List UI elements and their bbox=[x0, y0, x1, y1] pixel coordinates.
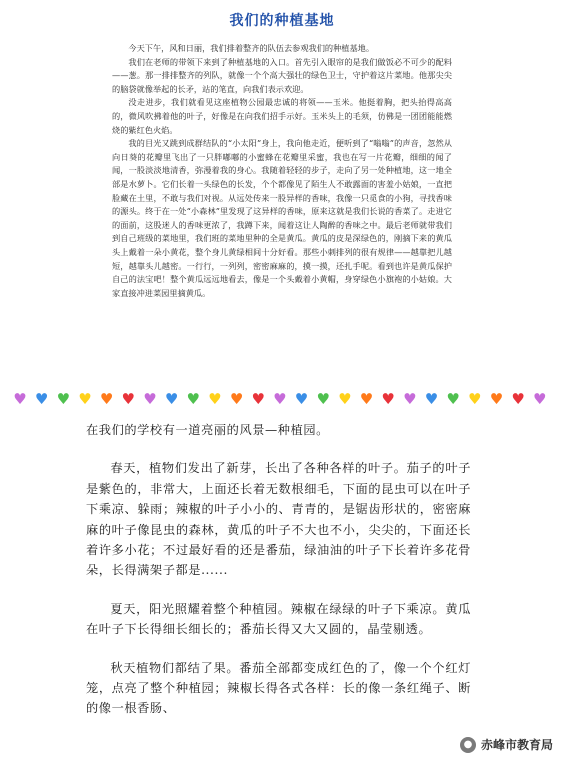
heart-icon: ♥ bbox=[121, 390, 135, 408]
heart-icon: ♥ bbox=[34, 390, 49, 408]
heart-icon: ♥ bbox=[164, 390, 179, 408]
essay-one-paragraph: 我们在老师的带领下来到了种植基地的入口。首先引入眼帘的是我们做饭必不可少的配料——葱。那一排排整齐的列队，就像一个个高大强壮的绿色卫士，守护着这片菜地。他那尖尖的脑袋就像举起的长矛，站的笔直，向我们表示欢迎。 bbox=[112, 56, 452, 94]
essay-two bbox=[86, 420, 471, 719]
essay-two-paragraph: 在我们的学校有一道亮丽的风景—种植园。 bbox=[86, 423, 329, 437]
heart-icon: ♥ bbox=[533, 390, 547, 408]
essay-two-paragraph: 夏天，阳光照耀着整个种植园。辣椒在绿绿的叶子下乘凉。黄瓜在叶子下长得细长细长的；番茄长得又大又圆的，晶莹剔透。 bbox=[86, 601, 471, 637]
source-watermark bbox=[456, 734, 557, 755]
heart-icon: ♥ bbox=[489, 390, 504, 408]
heart-icon: ♥ bbox=[359, 390, 374, 408]
watermark-text: 赤峰市教育局 bbox=[480, 738, 553, 752]
heart-icon: ♥ bbox=[294, 390, 309, 408]
heart-icon: ♥ bbox=[316, 390, 330, 408]
heart-icon: ♥ bbox=[424, 390, 439, 408]
essay-one-paragraph: 今天下午，风和日丽，我们排着整齐的队伍去参观我们的种植基地。 bbox=[128, 43, 375, 53]
heart-icon: ♥ bbox=[446, 390, 460, 408]
heart-icon: ♥ bbox=[229, 390, 244, 408]
essay-one-paragraph: 我的目光又跳到成群结队的“小太阳”身上，我向他走近，便听到了“嗡嗡”的声音，忽然从向日葵的花瓣里飞出了一只胖嘟嘟的小蜜蜂在花瓣里采蜜，我也在写一片花瓣，细细的闻了闻，一股淡淡地清香，弥漫着我的身心。我随着轻轻的步子，走向了另一处种植地，这一地全部是水萝卜。它们长着一头绿色的长发，个个都像见了陌生人不敢露面的害羞小姑娘，一直把脸藏在土里，不敢与我们对视。从远处传来一股异样的香味，我像一只觅食的小狗，寻找香味的源头。终于在一处“小森林”里发现了这异样的香味，原来这就是我们长说的香菜了。走进它的面前，这股迷人的香味更浓了，我蹲下来，闻着这让人陶醉的香味之中。最后老师就带我们到自己班级的菜地里，我们班的菜地里种的全是黄瓜。黄瓜的皮是深绿色的，刚摘下来的黄瓜头上戴着一朵小黄花，整个身儿黄绿相间十分好看。那些小刺排列的很有规律——越靠把儿越短，越靠头儿越密。一行行，一列列，密密麻麻的，摸一摸，还扎手呢。看到也许是黄瓜保护自己的法宝吧！整个黄瓜远远地看去，像是一个头戴着小黄帽，身穿绿色小旗袍的小姑娘。大家直接冲进菜园里摘黄瓜。 bbox=[112, 138, 452, 298]
heart-icon: ♥ bbox=[13, 390, 27, 408]
heart-icon: ♥ bbox=[186, 390, 200, 408]
essay-one-title: 我们的种植基地 bbox=[229, 13, 335, 29]
heart-icon: ♥ bbox=[208, 390, 222, 408]
heart-icon: ♥ bbox=[468, 390, 482, 408]
essay-two-paragraph: 秋天植物们都结了果。番茄全部都变成红色的了，像一个个红灯笼，点亮了整个种植园；辣椒长得各式各样：长的像一条红绳子、断的像一根香肠、 bbox=[86, 660, 471, 716]
heart-icon: ♥ bbox=[99, 390, 114, 408]
essay-two-paragraph: 春天，植物们发出了新芽，长出了各种各样的叶子。茄子的叶子是紫色的，非常大，上面还长着无数根细毛，下面的昆虫可以在叶子下乘凉、躲雨；辣椒的叶子小小的、青青的，是锯齿形状的，密密麻麻的叶子像昆虫的森林，黄瓜的叶子不大也不小，尖尖的，下面还长着许多小花；不过最好看的还是番茄，绿油油的叶子下长着许多花骨朵，长得满架子都是...... bbox=[86, 461, 471, 578]
heart-divider bbox=[10, 391, 550, 407]
heart-icon: ♥ bbox=[143, 390, 157, 408]
heart-icon: ♥ bbox=[381, 390, 395, 408]
heart-icon: ♥ bbox=[56, 390, 71, 408]
essay-one bbox=[112, 8, 452, 300]
heart-icon: ♥ bbox=[251, 390, 265, 408]
wechat-icon: ● bbox=[460, 737, 476, 753]
heart-icon: ♥ bbox=[78, 390, 92, 408]
heart-icon: ♥ bbox=[273, 390, 287, 408]
heart-icon: ♥ bbox=[338, 390, 352, 408]
essay-one-paragraph: 没走进步，我们就看见这座植物公园最忠诚的将领——玉米。他挺着胸，把头抬得高高的，微风吹拂着他的叶子，好像是在向我们招手示好。玉米头上的毛须，仿佛是一团团能能燃烧的紫红色火焰。 bbox=[112, 97, 452, 135]
heart-icon: ♥ bbox=[511, 390, 525, 408]
heart-icon: ♥ bbox=[403, 390, 417, 408]
